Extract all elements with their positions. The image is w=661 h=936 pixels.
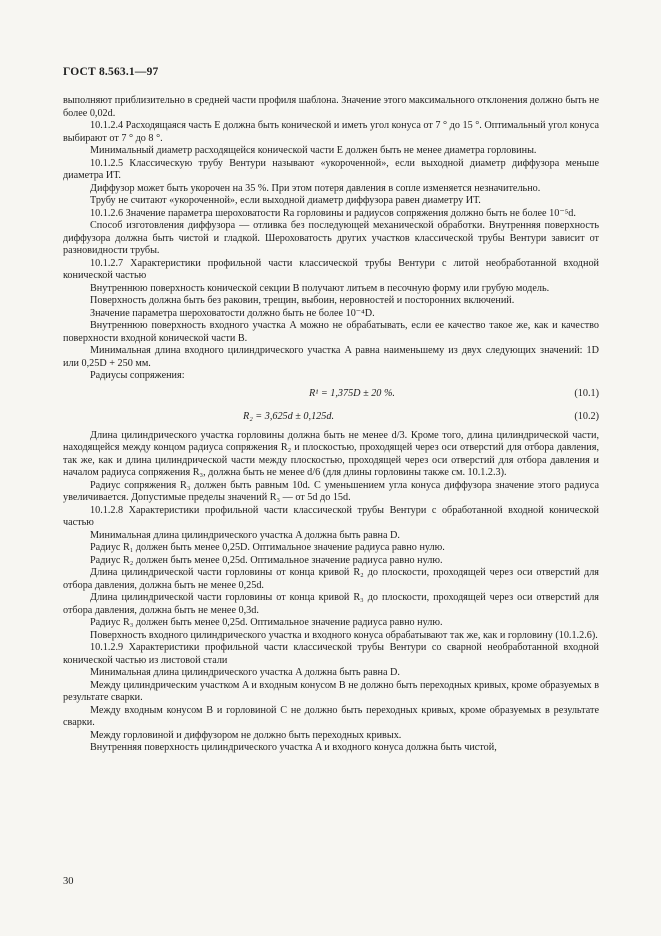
paragraph: 10.1.2.5 Классическую трубу Вентури называют «укороченной», если выходной диаметр диффузора меньше диаметра ИТ. xyxy=(63,157,599,181)
paragraph: 10.1.2.9 Характеристики профильной части классической трубы Вентури со сварной необработанной входной конической частью из листовой стали xyxy=(63,642,599,666)
equation-formula: R₂ = 3,625d ± 0,125d. xyxy=(243,410,334,422)
paragraph: Радиус сопряжения R₃ должен быть равным 10d. С уменьшением угла конуса диффузора значение этого радиуса увеличивается. Допустимые пределы значений R₃ — от 5d до 15d. xyxy=(63,479,599,503)
paragraph: Минимальная длина цилиндрического участка A должна быть равна D. xyxy=(90,529,400,541)
paragraph: 10.1.2.4 Расходящаяся часть E должна быть конической и иметь угол конуса от 7 ° до 15 °. Оптимальный угол конуса выбирают от 7 ° до 8 °. xyxy=(63,120,599,144)
document-header: ГОСТ 8.563.1—97 xyxy=(63,66,159,78)
paragraph-group-1 xyxy=(63,95,599,383)
page-number: 30 xyxy=(63,876,74,887)
paragraph: выполняют приблизительно в средней части профиля шаблона. Значение этого максимального отклонения должно быть не более 0,02d. xyxy=(63,95,599,119)
paragraph: Значение параметра шероховатости должно быть не более 10⁻⁴D. xyxy=(90,307,375,319)
equation-10-2 xyxy=(63,407,599,429)
paragraph: 10.1.2.6 Значение параметра шероховатости Ra горловины и радиусов сопряжения должно быть не более 10⁻⁵d. xyxy=(90,207,576,219)
equation-number: (10.2) xyxy=(574,410,599,422)
paragraph: Внутренняя поверхность цилиндрического участка A и входного конуса должна быть чистой, xyxy=(90,742,497,753)
paragraph: Между входным конусом B и горловиной C не должно быть переходных кривых, кроме образуемых в результате сварки. xyxy=(63,704,599,728)
paragraph: 10.1.2.8 Характеристики профильной части классической трубы Вентури с обработанной входной конической частью xyxy=(63,504,599,528)
equation-number: (10.1) xyxy=(574,387,599,399)
paragraph: Диффузор может быть укорочен на 35 %. При этом потеря давления в сопле изменяется незначительно. xyxy=(90,182,541,194)
paragraph: Способ изготовления диффузора — отливка без последующей механической обработки. Внутренняя поверхность диффузора должна быть чистой и гладкой. Шероховатость других участков классической трубы Вентури зависит от разновидности трубы. xyxy=(63,220,599,256)
paragraph: Минимальная длина цилиндрического участка A должна быть равна D. xyxy=(90,667,400,678)
paragraph: Длина цилиндрического участка горловины должна быть не менее d/3. Кроме того, длина цилиндрической части, находящейся между концом радиуса сопряжения R₂ и плоскостью, проходящей через оси отверстий для отбора давления, так же, как и длина цилиндрической части между плоскостью, проходящей через оси отверстий для отбора давления и началом радиуса сопряжения R₃, должна быть не менее d/6 (для длины горловины также см. 10.1.2.3). xyxy=(63,429,599,478)
paragraph: Между цилиндрическим участком A и входным конусом B не должно быть переходных кривых, кроме образуемых в результате сварки. xyxy=(63,679,599,703)
paragraph: Внутреннюю поверхность входного участка A можно не обрабатывать, если ее качество такое же, как и качество поверхности входной конической части B. xyxy=(63,320,599,344)
paragraph: Радиус R₂ должен быть менее 0,25d. Оптимальное значение радиуса равно нулю. xyxy=(90,554,443,566)
paragraph: Длина цилиндрической части горловины от конца кривой R₃ до плоскости, проходящей через оси отверстий для отбора давления, должна быть не менее 0,3d. xyxy=(63,592,599,616)
paragraph: Минимальная длина входного цилиндрического участка A равна наименьшему из двух следующих значений: 1D или 0,25D + 250 мм. xyxy=(63,345,599,369)
document-body xyxy=(63,95,599,755)
paragraph: Поверхность должна быть без раковин, трещин, выбоин, неровностей и посторонних включений. xyxy=(90,295,515,306)
paragraph: Радиус R₁ должен быть менее 0,25D. Оптимальное значение радиуса равно нулю. xyxy=(90,542,445,553)
paragraph: Радиусы сопряжения: xyxy=(90,370,185,381)
paragraph-group-2 xyxy=(63,430,599,755)
paragraph: Минимальный диаметр расходящейся конической части E должен быть не менее диаметра горловины. xyxy=(90,145,537,156)
equation-formula: R¹ = 1,375D ± 20 %. xyxy=(309,387,395,399)
paragraph: Внутреннюю поверхность конической секции B получают литьем в песочную форму или грубую модель. xyxy=(90,282,550,294)
paragraph: 10.1.2.7 Характеристики профильной части классической трубы Вентури с литой необработанной входной конической частью xyxy=(63,257,599,281)
paragraph: Поверхность входного цилиндрического участка и входного конуса обрабатывают так же, как и горловину (10.1.2.6). xyxy=(90,629,598,641)
paragraph: Радиус R₃ должен быть менее 0,25d. Оптимальное значение радиуса равно нулю. xyxy=(90,617,443,628)
paragraph: Длина цилиндрической части горловины от конца кривой R₂ до плоскости, проходящей через оси отверстий для отбора давления, должна быть не менее 0,25d. xyxy=(63,567,599,591)
paragraph: Между горловиной и диффузором не должно быть переходных кривых. xyxy=(90,729,402,741)
equation-10-1 xyxy=(63,384,599,406)
paragraph: Трубу не считают «укороченной», если выходной диаметр диффузора равен диаметру ИТ. xyxy=(90,195,481,206)
